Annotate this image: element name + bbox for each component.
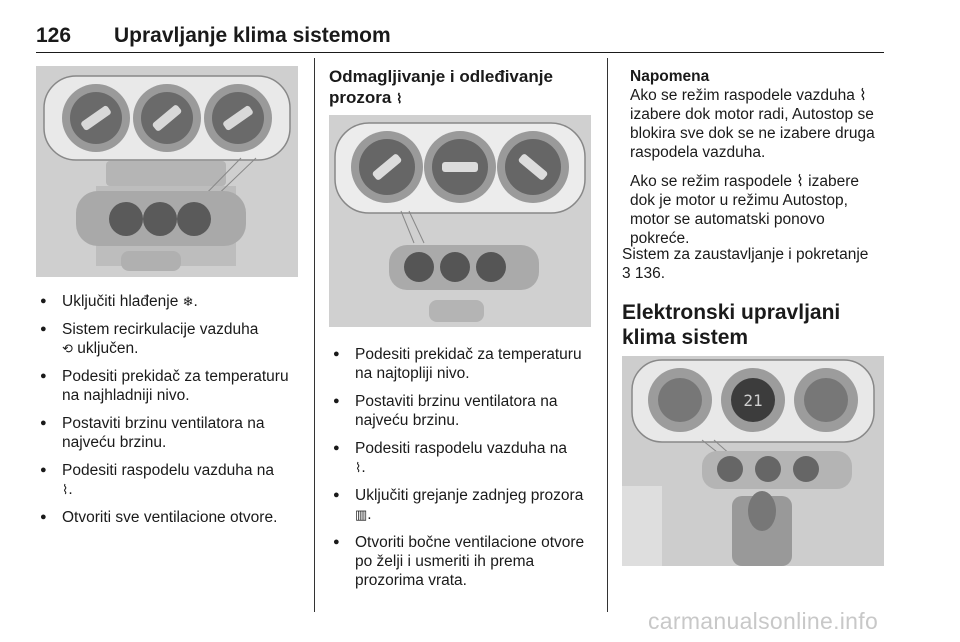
heading-text: Odmagljivanje i odleđivanje prozora [329, 67, 553, 107]
list-item [38, 367, 300, 405]
bullet-text: Otvoriti sve ventilacione otvore. [62, 509, 278, 526]
list-item [38, 461, 300, 499]
list-item [38, 414, 300, 452]
snowflake-icon: ❄ [182, 294, 194, 309]
list-item [331, 439, 593, 477]
figure-defog-climate-panel [329, 115, 591, 327]
figure-manual-climate-panel [36, 66, 298, 277]
bullet-suffix: . [367, 506, 372, 523]
air-distribution-windscreen-icon: ⌇ [355, 460, 362, 475]
manual-climate-panel-illustration [36, 66, 298, 277]
bullet-text: Otvoriti bočne ventilacione otvore po želji i usmeriti ih prema prozorima vrata. [355, 534, 585, 589]
bullet-suffix: . [193, 293, 198, 310]
reference-text: Sistem za zaustavljanje i pokretanje [622, 246, 869, 263]
temperature-display: 21 [743, 391, 763, 410]
bullet-text: Podesiti raspodelu vazduha na [62, 462, 274, 479]
list-item [331, 533, 593, 590]
list-item [38, 292, 300, 311]
column-divider-left [314, 58, 315, 612]
section-heading-defog [329, 66, 599, 109]
page-title: Upravljanje klima sistemom [114, 24, 391, 47]
page-number: 126 [36, 24, 72, 47]
bullet-text: Uključiti grejanje zadnjeg prozora [355, 487, 584, 504]
electronic-climate-panel-illustration [622, 356, 884, 566]
list-item [38, 320, 300, 358]
reference-paragraph [622, 245, 888, 283]
page-header [36, 22, 884, 53]
list-item [331, 486, 593, 524]
note-paragraph-2: Ako se režim raspodele ⌇ izabere dok je motor u režimu Autostop, motor se automatski ponovo pokreće. [630, 173, 859, 247]
bullet-suffix: uključen. [77, 340, 139, 357]
list-item [331, 345, 593, 383]
bullet-text: Podesiti prekidač za temperaturu na najhladniji nivo. [62, 368, 289, 404]
bullet-text: Uključiti hlađenje [62, 293, 179, 310]
watermark: carmanualsonline.info [648, 608, 879, 634]
rear-window-heating-icon: ▥ [355, 507, 368, 522]
bullet-text: Podesiti prekidač za temperaturu na najtopliji nivo. [355, 346, 582, 382]
column-divider-right [607, 58, 608, 612]
bullet-suffix: . [68, 481, 73, 498]
list-item [38, 508, 300, 527]
windscreen-defrost-icon: ⌇ [396, 91, 403, 106]
section-heading-electronic: Elektronski upravljani klima sistem [622, 301, 841, 349]
col2-bullet-list [331, 345, 593, 599]
col1-bullet-list [38, 292, 300, 536]
bullet-text: Podesiti raspodelu vazduha na [355, 440, 567, 457]
air-distribution-windscreen-icon: ⌇ [62, 482, 69, 497]
figure-electronic-climate-panel [622, 356, 884, 566]
bullet-suffix: . [361, 459, 366, 476]
list-item [331, 392, 593, 430]
bullet-text: Sistem recirkulacije vazduha [62, 321, 259, 338]
bullet-text: Postaviti brzinu ventilatora na najveću brzinu. [355, 393, 558, 429]
recirculation-icon: ⟲ [62, 341, 73, 356]
bullet-text: Postaviti brzinu ventilatora na najveću brzinu. [62, 415, 265, 451]
note-block [630, 67, 888, 248]
page-reference-link[interactable]: 3 136. [622, 265, 666, 282]
note-title: Napomena [630, 68, 710, 85]
defog-climate-panel-illustration [329, 115, 591, 327]
note-paragraph-1: Ako se režim raspodele vazduha ⌇ izabere dok motor radi, Autostop se blokira sve dok se ne izabere druga raspodela vazduha. [630, 87, 875, 161]
